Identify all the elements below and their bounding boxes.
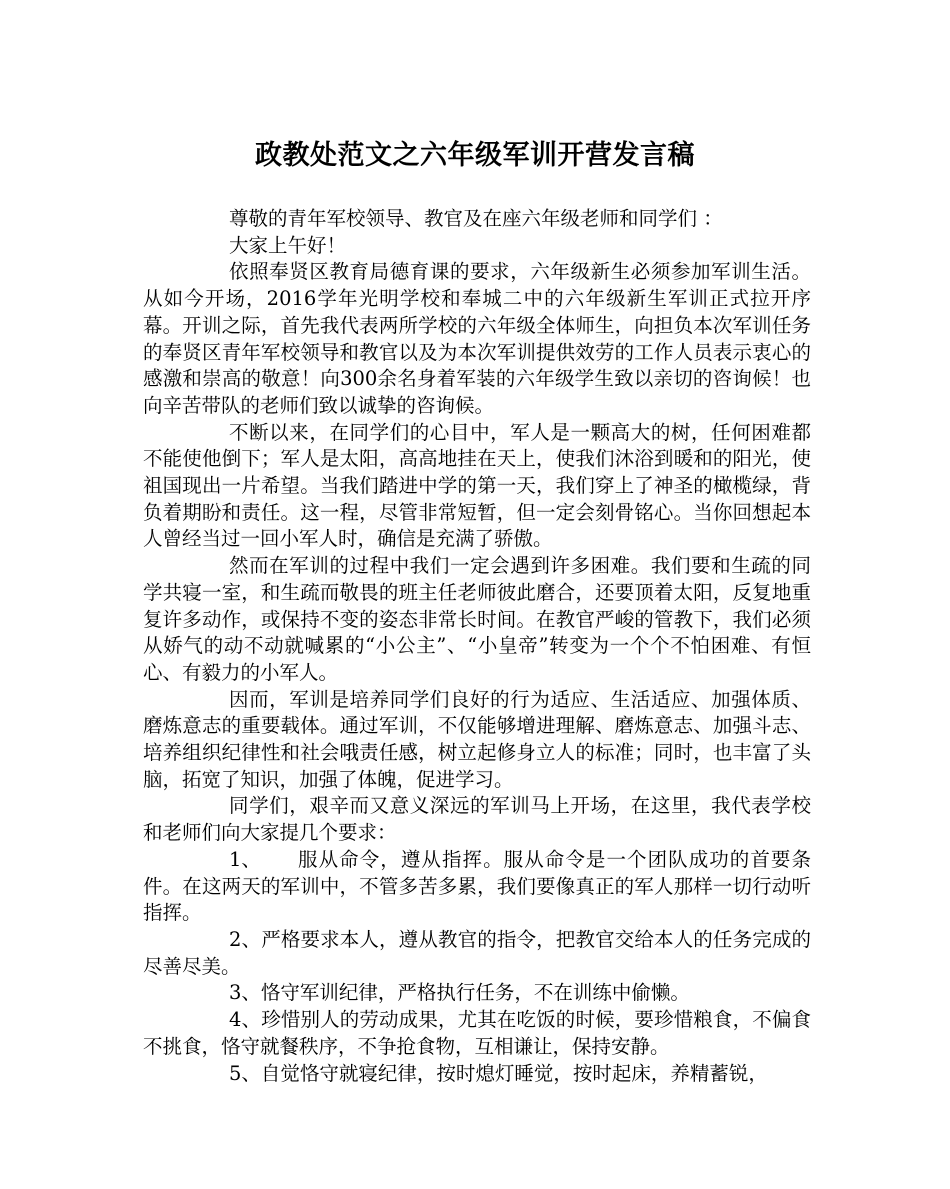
list-item [143, 847, 811, 927]
document-title: 政教处范文之六年级军训开营发言稿 [255, 140, 695, 171]
list-item: 3、恪守军训纪律，严格执行任务，不在训练中偷懒。 [229, 981, 690, 1005]
list-item: 5、自觉恪守就寝纪律，按时熄灯睡觉，按时起床，养精蓄锐， [229, 1061, 768, 1085]
paragraph: 依照奉贤区教育局德育课的要求，六年级新生必须参加军训生活。从如今开场，2016学年光明学校和奉城二中的六年级新生军训正式拉开序幕。开训之际，首先我代表两所学校的六年级全体师生，向担负本次军训任务的奉贤区青年军校领导和教官以及为本次军训提供效劳的工作人员表示衷心的感激和崇高的敬意！向300余名身着军装的六年级学生致以亲切的咨询候！也向辛苦带队的老师们致以诚挚的咨询候。 [143, 260, 811, 417]
list-item: 4、珍惜别人的劳动成果，尤其在吃饭的时候，要珍惜粮食，不偏食不挑食，恪守就餐秩序，不争抢食物，互相谦让，保持安静。 [143, 1008, 811, 1058]
greeting: 大家上午好！ [229, 233, 347, 257]
salutation: 尊敬的青年军校领导、教官及在座六年级老师和同学们 ： [229, 207, 723, 230]
paragraph: 不断以来，在同学们的心目中，军人是一颗高大的树，任何困难都不能使他倒下；军人是太阳，高高地挂在天上，使我们沐浴到暖和的阳光，使祖国现出一片希望。当我们踏进中学的第一天，我们穿上了神圣的橄榄绿，背负着期盼和责任。这一程，尽管非常短暂，但一定会刻骨铭心。当你回想起本人曾经当过一回小军人时，确信是充满了骄傲。 [143, 420, 811, 551]
document-body [143, 206, 811, 1087]
list-item: 2、严格要求本人，遵从教官的指令，把教官交给本人的任务完成的尽善尽美。 [143, 927, 811, 978]
list-item-text: 服从命令，遵从指挥。服从命令是一个团队成功的首要条件。在这两天的军训中，不管多苦多累，我们要像真正的军人那样一切行动听指挥。 [143, 847, 811, 925]
paragraph: 同学们，艰辛而又意义深远的军训马上开场，在这里，我代表学校和老师们向大家提几个要求： [143, 794, 811, 845]
list-item-number: 1、 [229, 847, 261, 871]
paragraph: 因而，军训是培养同学们良好的行为适应、生活适应、加强体质、磨炼意志的重要载体。通过军训，不仅能够增进理解、磨炼意志、加强斗志、培养组织纪律性和社会哦责任感，树立起修身立人的标准；同时，也丰富了头脑，拓宽了知识，加强了体魄，促进学习。 [143, 687, 811, 791]
paragraph: 然而在军训的过程中我们一定会遇到许多困难。我们要和生疏的同学共寝一室，和生疏而敬畏的班主任老师彼此磨合，还要顶着太阳，反复地重复许多动作，或保持不变的姿态非常长时间。在教官严峻的管教下，我们必须从娇气的动不动就喊累的“小公主”、“小皇帝”转变为一个个不怕困难、有恒心、有毅力的小军人。 [143, 554, 811, 684]
